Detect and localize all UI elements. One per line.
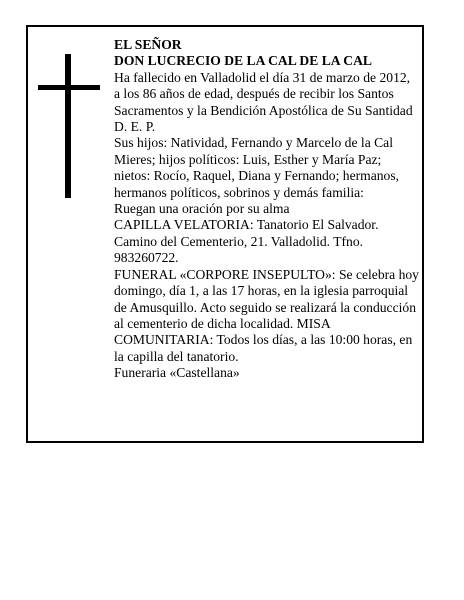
mass-line-1: COMUNITARIA: Todos los días, a las 10:00 horas, en bbox=[114, 332, 413, 348]
mass-line-2: la capilla del tanatorio. bbox=[114, 348, 239, 364]
family-line-4: hermanos políticos, sobrinos y demás familia: bbox=[114, 184, 364, 200]
deceased-honorific: EL SEÑOR bbox=[114, 37, 182, 52]
death-statement-line-3: Sacramentos y la Bendición Apostólica de Su Santidad bbox=[114, 102, 413, 118]
funeral-line-1: FUNERAL «CORPORE INSEPULTO»: Se celebra hoy bbox=[114, 266, 419, 282]
chapel-phone-line: 983260722. bbox=[114, 250, 179, 266]
chapel-line-2: Camino del Cementerio, 21. Valladolid. Tfno. bbox=[114, 233, 364, 249]
family-line-1: Sus hijos: Natividad, Fernando y Marcelo de la Cal bbox=[114, 135, 393, 151]
family-line-3: nietos: Rocío, Raquel, Diana y Fernando; hermanos, bbox=[114, 168, 400, 184]
prayer-request-line: Ruegan una oración por su alma bbox=[114, 201, 290, 217]
cross-vertical-bar bbox=[65, 54, 71, 198]
family-line-2: Mieres; hijos políticos: Luis, Esther y María Paz; bbox=[114, 151, 382, 167]
deceased-name: DON LUCRECIO DE LA CAL DE LA CAL bbox=[114, 53, 372, 69]
death-statement-line-1: Ha fallecido en Valladolid el día 31 de marzo de 2012, bbox=[114, 69, 411, 85]
cross-horizontal-bar bbox=[38, 85, 100, 90]
latin-cross-icon bbox=[38, 54, 100, 198]
funeral-line-2: domingo, día 1, a las 17 horas, en la iglesia parroquial bbox=[114, 283, 409, 299]
obituary-text bbox=[114, 37, 420, 382]
death-statement-line-2: a los 86 años de edad, después de recibir los Santos bbox=[114, 86, 394, 102]
funeral-line-3: de Amusquillo. Acto seguido se realizará la conducción bbox=[114, 299, 416, 315]
funeral-home-line: Funeraria «Castellana» bbox=[114, 365, 240, 381]
funeral-line-4: al cementerio de dicha localidad. MISA bbox=[114, 315, 331, 331]
rest-in-peace-line: D. E. P. bbox=[114, 119, 156, 135]
chapel-line-1: CAPILLA VELATORIA: Tanatorio El Salvador. bbox=[114, 217, 379, 233]
